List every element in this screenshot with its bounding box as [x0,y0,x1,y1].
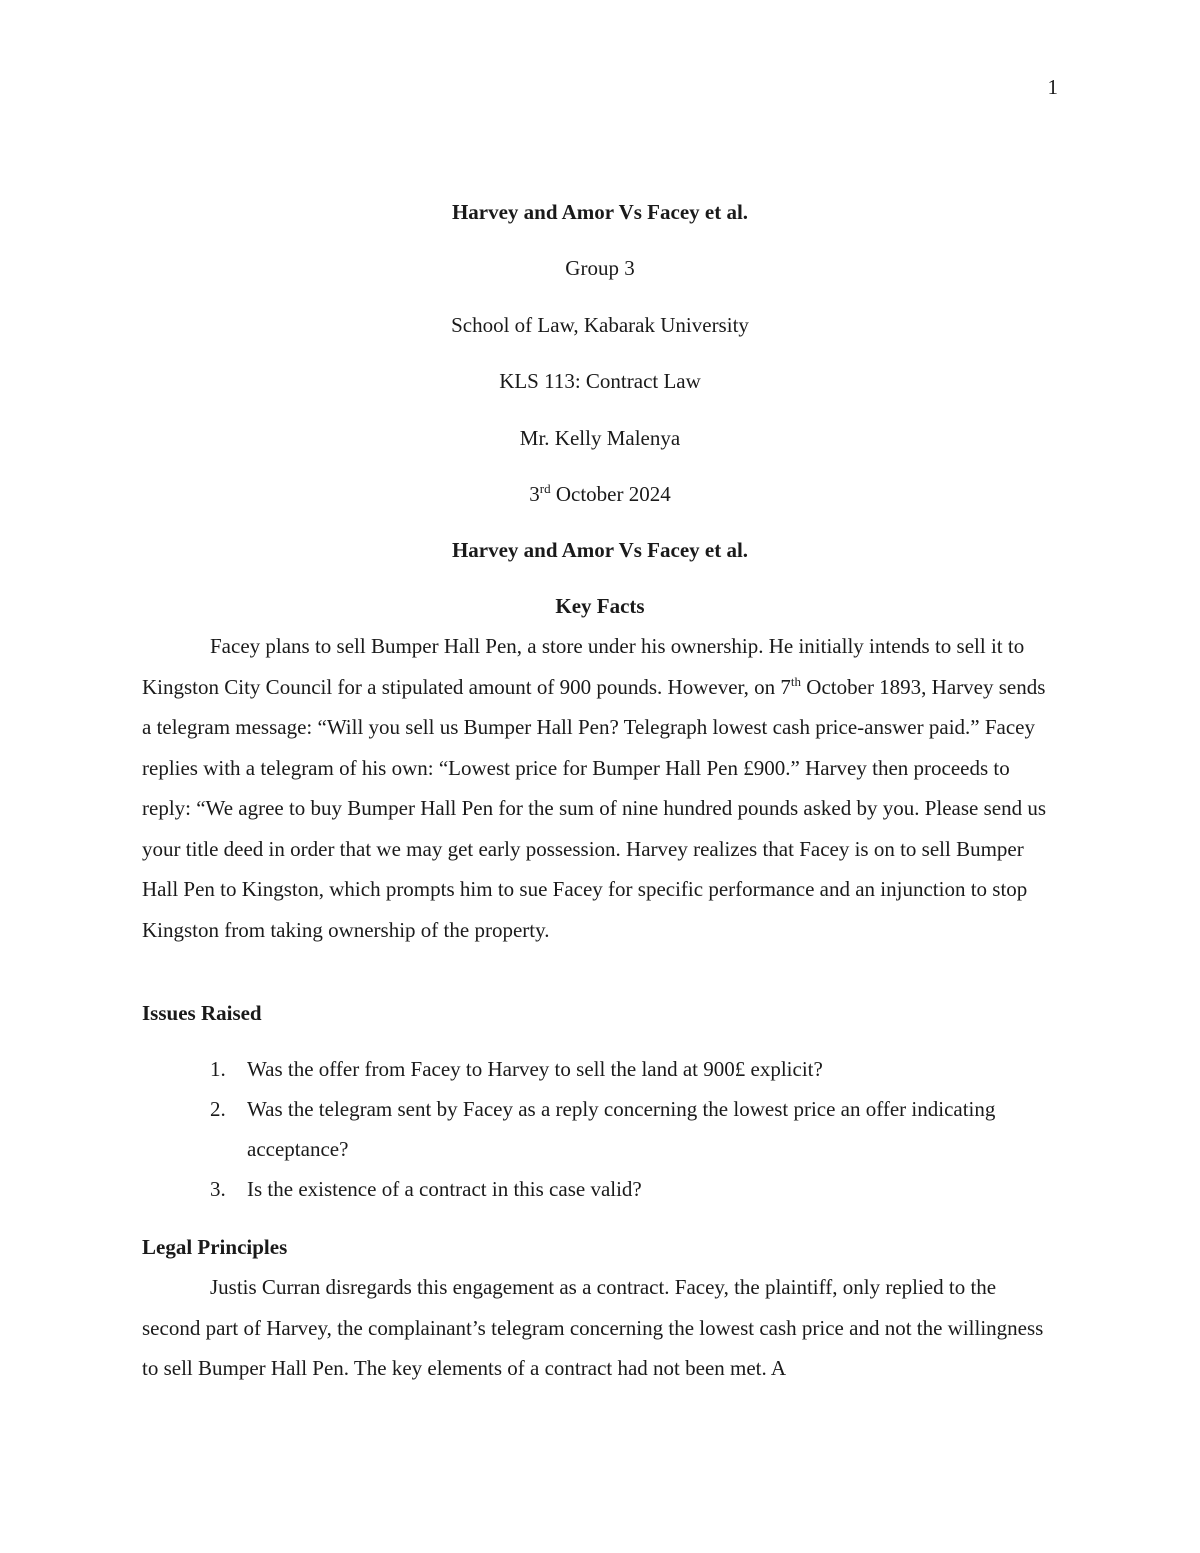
legal-principles-heading: Legal Principles [142,1235,288,1259]
issue-item [142,1049,1058,1089]
issue-number: 3. [210,1177,226,1201]
issue-item [142,1089,1058,1169]
key-facts-ordinal-suffix: th [790,673,802,689]
key-facts-paragraph [142,626,1058,950]
issue-number: 1. [210,1057,226,1081]
title-page-course: KLS 113: Contract Law [499,369,701,393]
title-page-group: Group 3 [565,256,635,280]
key-facts-text-part2: October 1893, Harvey sends a telegram message: “Will you sell us Bumper Hall Pen? Telegraph lowest cash price-answer paid.” Facey replies with a telegram of his own: “Lowest price for Bumper Hall Pen £900.” Harvey then proceeds to reply: “We agree to buy Bumper Hall Pen for the sum of nine hundred pounds asked by you. Please send us your title deed in order that we may get early possession. Harvey realizes that Facey is on to sell Bumper Hall Pen to Kingston, which prompts him to sue Facey for specific performance and an injunction to stop Kingston from taking ownership of the property. [142,674,1047,942]
date-month-year: October 2024 [550,482,671,506]
date-ordinal-suffix: rd [539,481,551,496]
title-page-instructor: Mr. Kelly Malenya [519,426,681,450]
title-page-school: School of Law, Kabarak University [451,313,749,337]
issue-number: 2. [210,1097,226,1121]
title-page-title: Harvey and Amor Vs Facey et al. [451,200,749,224]
issue-text: Was the offer from Facey to Harvey to sell the land at 900£ explicit? [247,1057,823,1081]
date-day: 3 [529,482,540,506]
page-number: 1 [1047,75,1058,99]
key-facts-text-part1: Facey plans to sell Bumper Hall Pen, a store under his ownership. He initially intends to sell it to Kingston City Council for a stipulated amount of 900 pounds. However, on 7 [142,634,1025,699]
issue-text: Is the existence of a contract in this case valid? [247,1177,642,1201]
key-facts-heading: Key Facts [555,594,645,618]
legal-principles-paragraph: Justis Curran disregards this engagement as a contract. Facey, the plaintiff, only replied to the second part of Harvey, the complainant’s telegram concerning the lowest cash price and not the willingness to sell Bumper Hall Pen. The key elements of a contract had not been met. A [142,1275,1044,1380]
issues-heading: Issues Raised [142,1001,262,1025]
issue-item [142,1169,1058,1209]
body-title: Harvey and Amor Vs Facey et al. [451,538,749,562]
issue-text: Was the telegram sent by Facey as a reply concerning the lowest price an offer indicating acceptance? [247,1097,996,1161]
issues-list [142,1049,1058,1209]
title-page-date [142,481,1058,507]
